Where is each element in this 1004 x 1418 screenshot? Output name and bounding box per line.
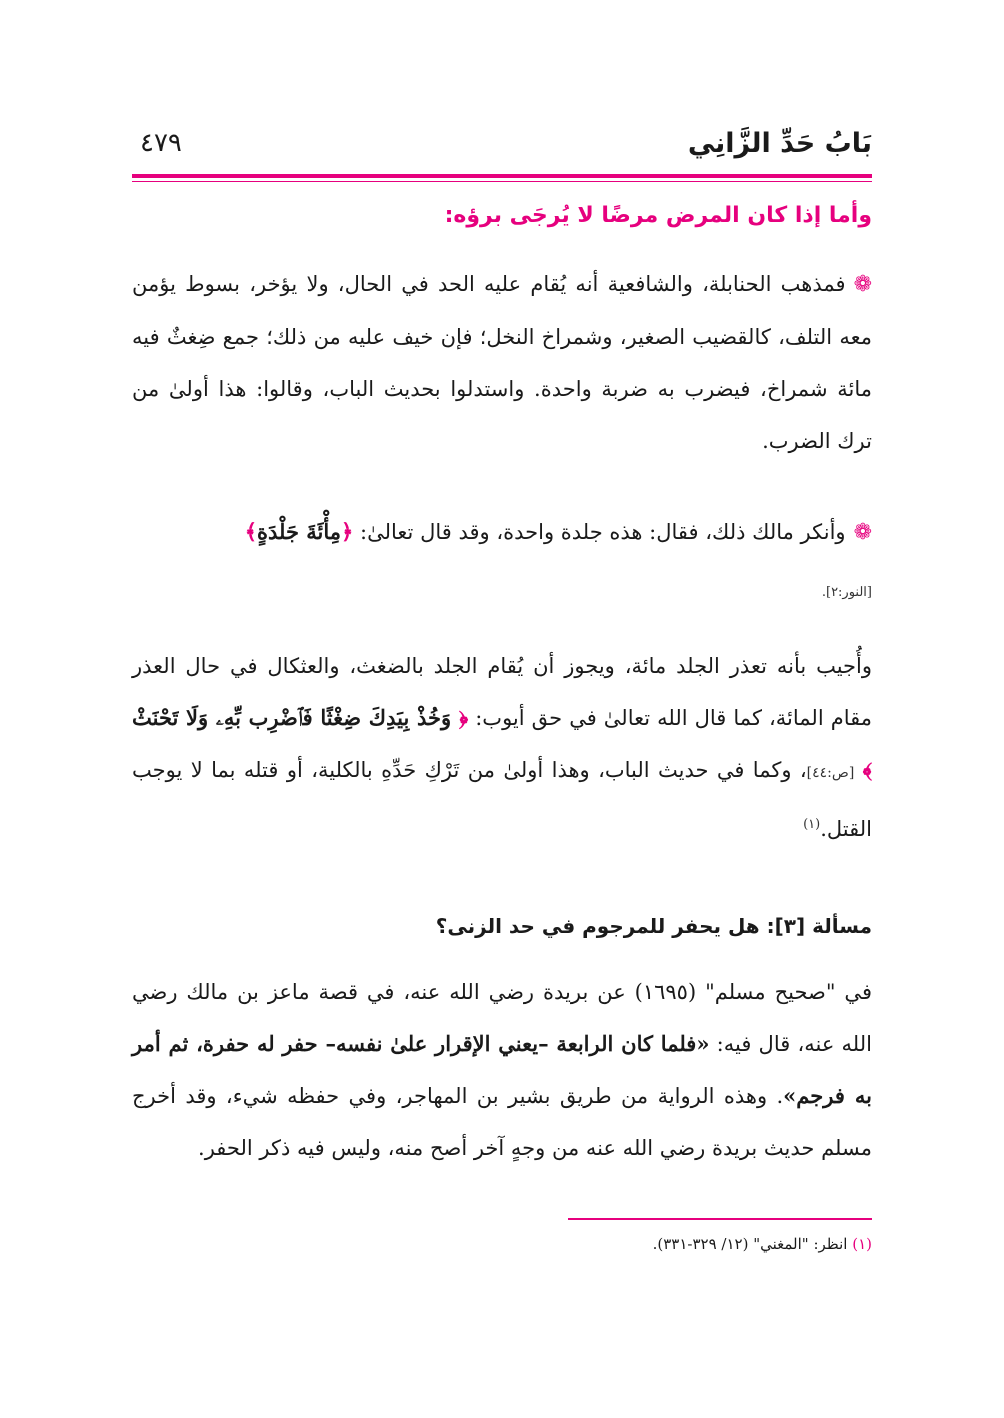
paragraph-text: فمذهب الحنابلة، والشافعية أنه يُقام عليه الحد في الحال، ولا يؤخر، بسوط يؤمن معه التلف، كالقضيب الصغير، وشمراخ النخل؛ فإن خيف عليه من ذلك؛ جمع ضِغثٌ فيه مائة شمراخ، فيضرب به ضربة واحدة. واستدلوا بحديث الباب، وقالوا: هذا أولىٰ من ترك الضرب. (132, 272, 872, 453)
paragraph-hanbali-view (132, 258, 872, 467)
paragraph-text: وأنكر مالك ذلك، فقال: هذه جلدة واحدة، وقد قال تعالىٰ: (360, 520, 846, 544)
footnote-rule (568, 1218, 872, 1220)
close-bracket: ﴾ (244, 519, 258, 544)
hadith-quote: «فلما كان الرابعة –يعني الإقرار علىٰ نفسه– حفر له حفرة، ثم أمر به فرجم» (132, 1031, 872, 1108)
paragraph-hadith (132, 966, 872, 1174)
section-heading: وأما إذا كان المرض مرضًا لا يُرجَى برؤه: (444, 203, 872, 228)
verse-reference: [النور:٢]. (821, 585, 872, 600)
footnote-number: (١) (852, 1235, 872, 1253)
quran-text: وَخُذْ بِيَدِكَ ضِغْثًا فَٱضْرِب بِّهِۦ وَلَا تَحْنَثْ (132, 705, 452, 730)
close-bracket: ﴾ (862, 757, 872, 782)
paragraph-response (132, 640, 872, 855)
verse-reference: [ص:٤٤] (806, 765, 855, 781)
quran-quote (245, 519, 354, 544)
footnote (653, 1235, 872, 1253)
paragraph-text: ، وكما في حديث الباب، وهذا أولىٰ من تَرْكِ حَدِّهِ بالكلية، أو قتله بما لا يوجب القتل. (132, 758, 872, 841)
running-header (132, 128, 872, 168)
open-bracket: ﴿ (341, 519, 354, 544)
header-rule-thin (132, 181, 872, 182)
footnote-text: انظر: "المغني" (١٢/ ٣٢٩-٣٣١). (652, 1235, 848, 1253)
chapter-title: بَابُ حَدِّ الزَّانِي (687, 128, 872, 159)
paragraph-text: . وهذه الرواية من طريق بشير بن المهاجر، وفي حفظه شيء، وقد أخرج مسلم حديث بريدة رضي الله عنه من وجهٍ آخر أصح منه، وليس فيه ذكر الحفر. (132, 1084, 872, 1160)
paragraph-text: وأُجيب بأنه تعذر الجلد مائة، ويجوز أن يُقام الجلد بالضغث، والعثكال في حال العذر مقام المائة، كما قال الله تعالىٰ في حق أيوب: (132, 654, 872, 730)
page-number: ٤٧٩ (140, 128, 182, 158)
flower-icon: ❁ (853, 520, 872, 545)
footnote-marker: (١) (803, 817, 821, 832)
paragraph-text: في "صحيح مسلم" (١٦٩٥) عن بريدة رضي الله عنه، في قصة ماعز بن مالك رضي الله عنه، قال فيه: (132, 980, 872, 1056)
issue-heading: مسألة [٣]: هل يحفر للمرجوم في حد الزنى؟ (435, 914, 872, 938)
paragraph-maliki-view (132, 506, 872, 559)
open-bracket: ﴿ (458, 705, 469, 730)
quran-text: مِأْئَةَ جَلْدَةٍ (257, 519, 342, 544)
header-rule-thick (132, 174, 872, 178)
flower-icon: ❁ (853, 272, 872, 297)
